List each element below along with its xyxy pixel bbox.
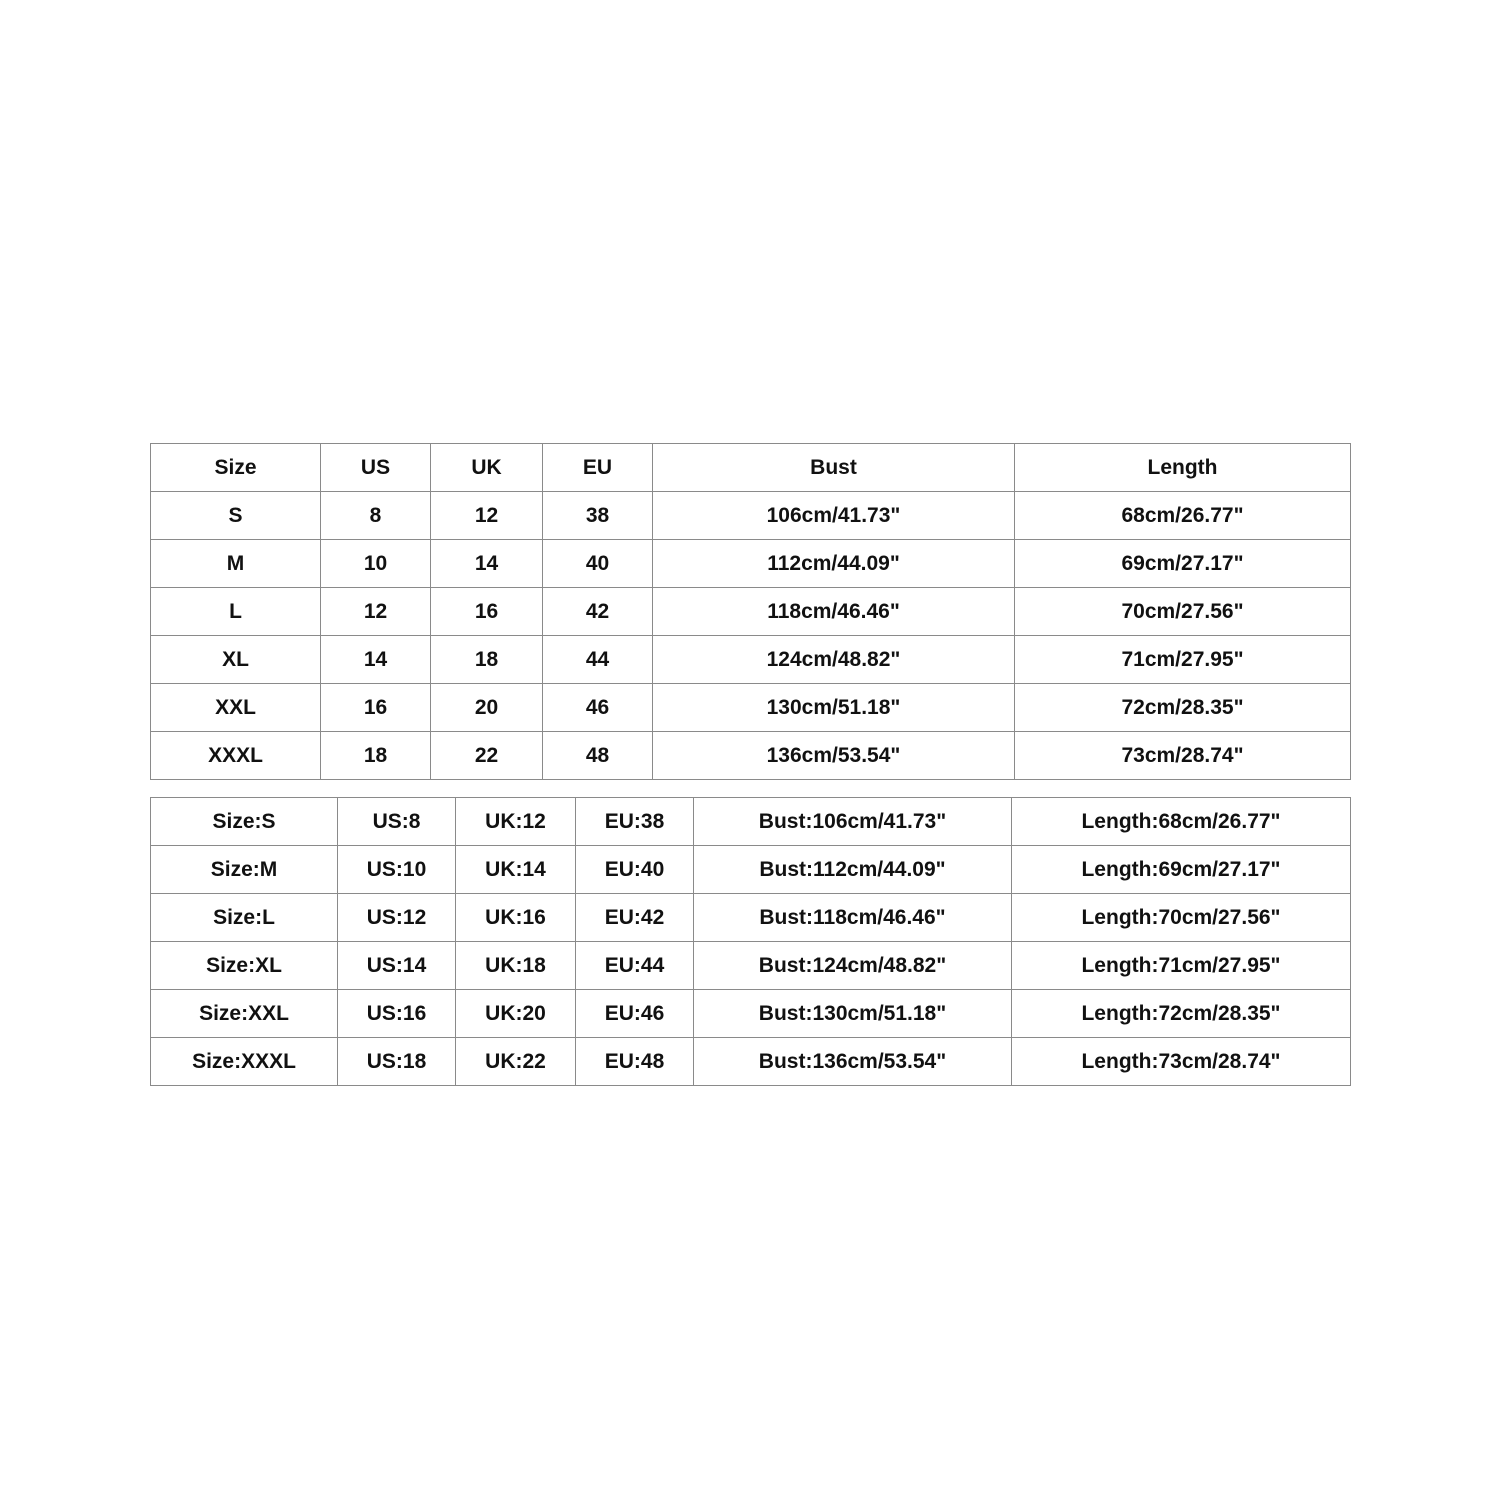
table-row <box>151 942 1351 990</box>
table-cell: 8 <box>321 492 431 540</box>
table-cell: US:12 <box>338 894 456 942</box>
table-cell: Bust:112cm/44.09" <box>694 846 1012 894</box>
table-header-row <box>151 444 1351 492</box>
table-cell: 46 <box>543 684 653 732</box>
table-cell: XXL <box>151 684 321 732</box>
header-cell-length: Length <box>1015 444 1351 492</box>
table-cell: 18 <box>321 732 431 780</box>
table-row <box>151 492 1351 540</box>
table-cell: Size:XXL <box>151 990 338 1038</box>
table-cell: EU:38 <box>576 798 694 846</box>
table-cell: M <box>151 540 321 588</box>
table-row <box>151 990 1351 1038</box>
table-row <box>151 684 1351 732</box>
table-cell: 22 <box>431 732 543 780</box>
table-cell: US:8 <box>338 798 456 846</box>
table-cell: 68cm/26.77" <box>1015 492 1351 540</box>
header-cell-uk: UK <box>431 444 543 492</box>
table-cell: 48 <box>543 732 653 780</box>
table-row <box>151 894 1351 942</box>
table-row <box>151 588 1351 636</box>
table-cell: 16 <box>321 684 431 732</box>
table-cell: Length:73cm/28.74" <box>1012 1038 1351 1086</box>
table-cell: UK:22 <box>456 1038 576 1086</box>
table-cell: Length:69cm/27.17" <box>1012 846 1351 894</box>
table-cell: Length:70cm/27.56" <box>1012 894 1351 942</box>
table-cell: US:14 <box>338 942 456 990</box>
table-cell: 16 <box>431 588 543 636</box>
table-cell: 106cm/41.73" <box>653 492 1015 540</box>
table-cell: US:16 <box>338 990 456 1038</box>
table-cell: EU:46 <box>576 990 694 1038</box>
table-cell: 130cm/51.18" <box>653 684 1015 732</box>
table-cell: Length:68cm/26.77" <box>1012 798 1351 846</box>
table-cell: Size:M <box>151 846 338 894</box>
table-cell: Length:71cm/27.95" <box>1012 942 1351 990</box>
table-cell: 71cm/27.95" <box>1015 636 1351 684</box>
table-cell: UK:14 <box>456 846 576 894</box>
table-cell: 70cm/27.56" <box>1015 588 1351 636</box>
table-row <box>151 1038 1351 1086</box>
table-row <box>151 540 1351 588</box>
table-cell: 118cm/46.46" <box>653 588 1015 636</box>
header-cell-size: Size <box>151 444 321 492</box>
table-cell: EU:48 <box>576 1038 694 1086</box>
table-cell: Bust:136cm/53.54" <box>694 1038 1012 1086</box>
header-cell-bust: Bust <box>653 444 1015 492</box>
table-cell: 38 <box>543 492 653 540</box>
table-row <box>151 732 1351 780</box>
table-cell: EU:44 <box>576 942 694 990</box>
table-cell: UK:12 <box>456 798 576 846</box>
table-row <box>151 636 1351 684</box>
table-cell: XL <box>151 636 321 684</box>
table-cell: Length:72cm/28.35" <box>1012 990 1351 1038</box>
table-cell: 40 <box>543 540 653 588</box>
table-cell: EU:42 <box>576 894 694 942</box>
table-cell: 14 <box>431 540 543 588</box>
table-cell: 10 <box>321 540 431 588</box>
table-row <box>151 846 1351 894</box>
table-cell: XXXL <box>151 732 321 780</box>
table-cell: 112cm/44.09" <box>653 540 1015 588</box>
table-cell: Size:S <box>151 798 338 846</box>
header-cell-us: US <box>321 444 431 492</box>
table-cell: 12 <box>321 588 431 636</box>
table-cell: UK:18 <box>456 942 576 990</box>
table-cell: 12 <box>431 492 543 540</box>
table-cell: EU:40 <box>576 846 694 894</box>
table-cell: 136cm/53.54" <box>653 732 1015 780</box>
table-cell: L <box>151 588 321 636</box>
table-cell: Size:XL <box>151 942 338 990</box>
table-cell: 14 <box>321 636 431 684</box>
table-cell: Bust:130cm/51.18" <box>694 990 1012 1038</box>
table-cell: US:18 <box>338 1038 456 1086</box>
table-cell: 20 <box>431 684 543 732</box>
table-cell: Size:XXXL <box>151 1038 338 1086</box>
table-cell: 44 <box>543 636 653 684</box>
table-cell: UK:20 <box>456 990 576 1038</box>
table-cell: Bust:124cm/48.82" <box>694 942 1012 990</box>
table-cell: Size:L <box>151 894 338 942</box>
table-cell: UK:16 <box>456 894 576 942</box>
table-cell: 72cm/28.35" <box>1015 684 1351 732</box>
table-cell: 69cm/27.17" <box>1015 540 1351 588</box>
header-cell-eu: EU <box>543 444 653 492</box>
table-cell: Bust:118cm/46.46" <box>694 894 1012 942</box>
size-chart-table <box>150 443 1351 780</box>
table-cell: US:10 <box>338 846 456 894</box>
table-cell: 42 <box>543 588 653 636</box>
table-cell: 18 <box>431 636 543 684</box>
table-cell: Bust:106cm/41.73" <box>694 798 1012 846</box>
table-cell: 124cm/48.82" <box>653 636 1015 684</box>
table-cell: 73cm/28.74" <box>1015 732 1351 780</box>
table-row <box>151 798 1351 846</box>
labeled-size-chart-table <box>150 797 1351 1086</box>
table-cell: S <box>151 492 321 540</box>
